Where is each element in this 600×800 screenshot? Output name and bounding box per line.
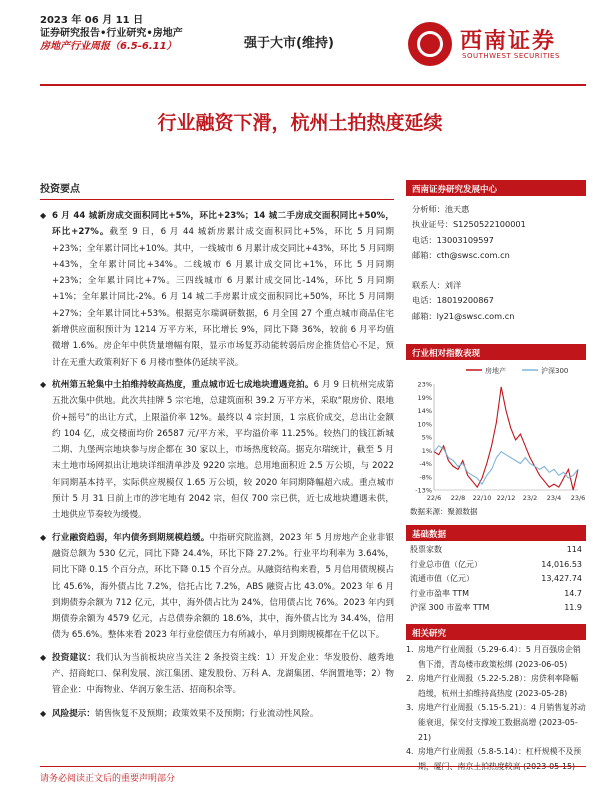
basic-data-table <box>406 541 586 618</box>
summary-paragraph: ◆ 投资建议：我们认为当前板块应当关注 2 条投资主线：1）开发企业：华发股份、越秀地产、招商蛇口、保利发展、滨江集团、建发股份、万科 A、龙湖集团、华润置地等；2）物管企业：中海物业、华润万象生活、招商积余等。 <box>40 650 394 699</box>
y-tick-label: 10% <box>417 420 432 429</box>
x-tick-label: 22/6 <box>426 494 442 503</box>
report-series: 房地产行业周报（6.5-6.11） <box>40 41 177 52</box>
bullet-icon: ◆ <box>40 211 47 220</box>
header-divider <box>40 84 586 86</box>
x-tick-label: 23/4 <box>546 494 562 503</box>
y-tick-label: -4% <box>419 460 432 469</box>
series-line <box>434 446 578 484</box>
report-category: 证券研究报告•行业研究•房地产 <box>40 28 183 39</box>
table-row: 沪深 300 市盈率 TTM 11.9 <box>410 603 582 613</box>
analyst-line: 电话：13003109597 <box>412 234 494 245</box>
report-title: 行业融资下滑，杭州土拍热度延续 <box>157 112 443 134</box>
analyst-email[interactable]: 邮箱：cth@swsc.com.cn <box>412 249 510 260</box>
relative-index-chart <box>406 360 586 506</box>
analyst-line: 执业证号：S1250522100001 <box>412 219 526 230</box>
y-tick-label: -8% <box>419 473 432 482</box>
related-heading: 相关研究 <box>406 624 586 640</box>
related-list <box>406 640 586 774</box>
footer-divider <box>40 766 586 767</box>
sidebar <box>406 180 586 774</box>
y-tick-label: 19% <box>417 393 432 402</box>
x-tick-label: 23/2 <box>522 494 538 503</box>
y-tick-label: -13% <box>415 486 432 495</box>
bullet-icon: ◆ <box>40 708 47 718</box>
x-tick-label: 22/12 <box>496 494 516 503</box>
table-row: 行业市盈率 TTM 14.7 <box>410 588 582 598</box>
bullet-icon: ◆ <box>40 532 47 542</box>
y-tick-label: 14% <box>417 407 432 416</box>
investment-summary <box>40 180 394 722</box>
table-row: 股票家数 114 <box>410 545 582 555</box>
contact-line: 电话：18019200867 <box>412 295 494 306</box>
x-tick-label: 22/10 <box>472 494 492 503</box>
contact-email[interactable]: 邮箱：ly21@swsc.com.cn <box>412 310 515 321</box>
x-tick-label: 22/8 <box>450 494 466 503</box>
contact-line: 联系人：刘洋 <box>412 280 462 291</box>
company-logo <box>408 18 580 64</box>
summary-paragraph: ◆ 6 月 44 城新房成交面积同比+5%，环比+23%；14 城二手房成交面积同比+50%，环比+27%。截至 9 日，6 月 44 城新房累计成交面积同比+5%，环比 5 月同期+23%；全年累计同比+10%。其中，一线城市 6 月累计成交同比+43%，环比 5 月同期+43%，全年累计同比+34%。二线城市 6 月累计成交同比+1%，环比 5 月同期+23%；全年累计同比+7%。三四线城市 6 月累计成交同比-14%，环比 5 月同期+1%；全年累计同比-2%。6 月 14 城二手房累计成交面积同比+50%，环比 5 月同期+27%；全年累计同比+53%。根据克尔瑞调研数据，6 月全国 27 个重点城市商品住宅新增供应面积预计为 1214 万平方米，环比增长 9%，同比下降 36%，较前 6 月平均值微增 1.6%。房企年中供货量增幅有限，显示市场复苏动能转弱后房企推货信心不足，预计在无重大政策利好下 6 月楼市整体仍延续平淡。 <box>40 208 394 371</box>
y-tick-label: 1% <box>421 446 432 455</box>
report-date: 2023 年 06 月 11 日 <box>40 15 144 26</box>
team-heading: 西南证券研究发展中心 <box>406 180 586 196</box>
analyst-line: 分析师：池天惠 <box>412 204 470 214</box>
analyst-info <box>406 196 586 324</box>
y-tick-label: 5% <box>421 433 432 442</box>
summary-paragraph: ◆ 行业融资趋弱，年内债务到期规模趋缓。中指研究院监测，2023 年 5 月房地产企业非银融资总额为 530 亿元，同比下降 24.4%，环比下降 27.2%。行业平均利率为 3.64%，同比下降 0.15 个百分点，环比下降 0.15 个百分点。从融资结构来看，5 月信用债规模占比 45.6%，海外债占比 7.2%，信托占比 7.2%，ABS 融资占比 43.0%。2023 年 6 月到期债券余额为 712 亿元，其中，海外债占比为 24%，信用债占比 76%。2023 年内到期债券余额为 4579 亿元，占总债券余额的 18.6%，其中，海外债占比为 34.4%，信用债为 65.6%。整体来看 2023 年行业偿债压力有所减小，单月到期规模都在千亿以下。 <box>40 530 394 644</box>
logo-text-en: SOUTHWEST SECURITIES <box>462 52 560 60</box>
x-tick-label: 23/6 <box>570 494 586 503</box>
chart-svg <box>406 360 586 506</box>
legend-label: 房地产 <box>485 367 506 376</box>
table-row: 流通市值（亿元） 13,427.74 <box>410 574 582 584</box>
related-item[interactable]: 3. 房地产行业周报（5.15-5.21）：4 月销售复苏动能衰退，保交付支撑竣工数据高增 (2023-05-21) <box>406 703 586 742</box>
logo-text-cn: 西南证券 <box>460 28 557 54</box>
related-item[interactable]: 1. 房地产行业周报（5.29-6.4）：5 月百强房企销售下滑，青岛楼市政策松绑 (2023-06-05) <box>406 645 581 669</box>
bullet-icon: ◆ <box>40 652 47 662</box>
chart-heading: 行业相对指数表现 <box>406 344 586 360</box>
y-tick-label: 23% <box>417 380 432 389</box>
chart-source: 数据来源：聚源数据 <box>410 507 478 517</box>
logo-mark-icon <box>408 22 452 66</box>
summary-paragraph: ◆ 风险提示：销售恢复不及预期；政策效果不及预期；行业流动性风险。 <box>40 706 394 722</box>
footer-disclaimer: 请务必阅读正文后的重要声明部分 <box>40 774 176 784</box>
table-row: 行业总市值（亿元） 14,016.53 <box>410 559 582 569</box>
related-item[interactable]: 4. 房地产行业周报（5.8-5.14）：杠杆规模不及预 <box>406 747 582 757</box>
rating: 强于大市(维持) <box>244 36 334 51</box>
related-item[interactable]: 2. 房地产行业周报（5.22-5.28）：房贷利率降幅趋缓，杭州土拍维持高热度 (2023-05-28) <box>406 674 579 698</box>
series-line <box>434 387 578 490</box>
section-heading: 投资要点 <box>40 180 394 200</box>
summary-paragraph: ◆ 杭州第五轮集中土拍维持较高热度，重点城市近七成地块遭遇竞拍。6 月 9 日杭州完成第五批次集中供地。此次共挂牌 5 宗宅地，总建筑面积 39.2 万平方米，采取“限房价、限地价+摇号”的出让方式，上限溢价率 12%。最终以 4 宗封顶，1 宗底价成交，总出让金额约 104 亿，成交楼面均价 26587 元/平方米，平均溢价率 11.25%。较热门的钱江新城二期、九堡两宗地块参与房企都在 30 家以上，市场热度较高。据克尔瑞统计，截至 5 月末土地市场网拟出让地块详细清单涉及 9220 宗地。总用地面积近 2.5 万公顷，与 2022 年同期基本持平，实际供应规模仅 1.65 万公顷，较 2020 年同期降幅超六成。重点城市预计 5 月 31 日前上市的涉宅地有 2042 宗，但仅 700 宗已供，近七成地块遭遇未供，土地供应节奏较为缓慢。 <box>40 377 394 524</box>
basic-data-heading: 基础数据 <box>406 525 586 541</box>
legend-label: 沪深300 <box>541 367 569 376</box>
bullet-icon: ◆ <box>40 379 47 389</box>
report-header <box>40 14 183 53</box>
